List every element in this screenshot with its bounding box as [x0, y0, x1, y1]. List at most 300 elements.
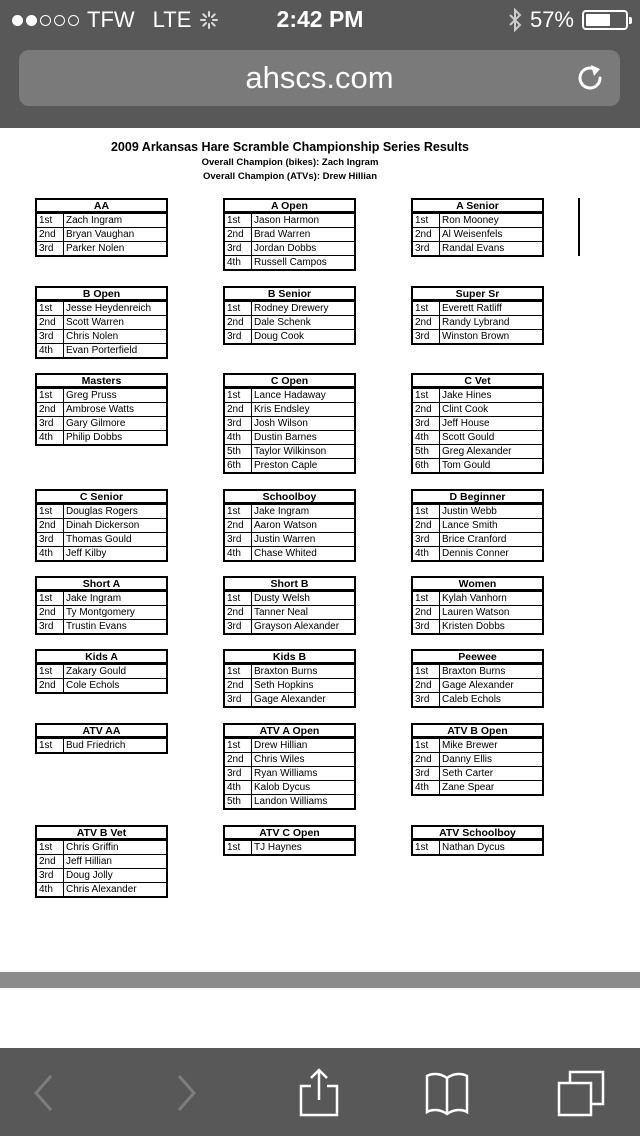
rider-name: Scott Warren	[66, 317, 124, 328]
class-name: Kids B	[225, 651, 354, 664]
result-row	[225, 518, 354, 532]
result-row	[37, 430, 166, 444]
result-row	[413, 227, 542, 241]
result-row	[225, 388, 354, 402]
result-row	[37, 518, 166, 532]
class-table-women	[411, 576, 544, 635]
placement: 2nd	[413, 228, 440, 241]
rider-name: Kalob Dycus	[254, 782, 311, 793]
class-table-aa	[35, 198, 168, 257]
placement: 3rd	[225, 767, 252, 780]
class-name: Schoolboy	[225, 491, 354, 504]
placement: 1st	[37, 841, 64, 854]
result-row	[225, 458, 354, 472]
rider-name: Nathan Dycus	[442, 842, 505, 853]
placement: 4th	[413, 431, 440, 444]
forward-icon[interactable]	[160, 1068, 210, 1118]
placement: 3rd	[37, 242, 64, 255]
result-row	[37, 605, 166, 619]
web-page[interactable]	[0, 128, 640, 973]
class-table-atv-schoolboy	[411, 825, 544, 856]
rider-name: Jordan Dobbs	[254, 243, 317, 254]
placement: 1st	[225, 665, 252, 678]
class-table-peewee	[411, 649, 544, 708]
rider-name: Jason Harmon	[254, 215, 320, 226]
rider-name: Gage Alexander	[442, 680, 514, 691]
rider-name: Chris Nolen	[66, 331, 119, 342]
result-row	[413, 619, 542, 633]
placement: 2nd	[413, 753, 440, 766]
status-bar	[0, 0, 640, 40]
placement: 2nd	[37, 855, 64, 868]
placement: 2nd	[413, 519, 440, 532]
placement: 3rd	[413, 417, 440, 430]
placement: 1st	[413, 389, 440, 402]
overall-champion-bikes: Overall Champion (bikes): Zach Ingram	[201, 157, 379, 168]
bluetooth-icon	[508, 8, 522, 32]
class-name: C Open	[225, 375, 354, 388]
placement: 2nd	[225, 228, 252, 241]
rider-name: Dale Schenk	[254, 317, 311, 328]
result-row	[225, 504, 354, 518]
result-row	[37, 854, 166, 868]
result-row	[37, 840, 166, 854]
result-row	[225, 766, 354, 780]
placement: 1st	[37, 302, 64, 315]
share-icon[interactable]	[294, 1068, 344, 1118]
rider-name: Thomas Gould	[66, 534, 132, 545]
result-row	[225, 738, 354, 752]
placement: 4th	[37, 344, 64, 357]
rider-name: Rodney Drewery	[254, 303, 329, 314]
class-name: Women	[413, 578, 542, 591]
result-row	[37, 213, 166, 227]
placement: 1st	[413, 665, 440, 678]
result-row	[413, 430, 542, 444]
placement: 1st	[225, 214, 252, 227]
result-row	[225, 430, 354, 444]
rider-name: Zach Ingram	[66, 215, 123, 226]
class-name: ATV Schoolboy	[413, 827, 542, 840]
rider-name: Cole Echols	[66, 680, 120, 691]
placement: 4th	[37, 883, 64, 896]
rider-name: Al Weisenfels	[442, 229, 503, 240]
rider-name: Chris Wiles	[254, 754, 305, 765]
rider-name: Ron Mooney	[442, 215, 499, 226]
result-row	[225, 227, 354, 241]
result-row	[37, 619, 166, 633]
rider-name: Douglas Rogers	[66, 506, 138, 517]
result-row	[413, 546, 542, 560]
rider-name: Lauren Watson	[442, 607, 510, 618]
placement: 3rd	[225, 242, 252, 255]
result-row	[225, 546, 354, 560]
result-row	[37, 315, 166, 329]
rider-name: Chris Alexander	[66, 884, 137, 895]
result-row	[413, 532, 542, 546]
class-name: A Open	[225, 200, 354, 213]
placement: 2nd	[413, 316, 440, 329]
rider-name: Jake Ingram	[254, 506, 310, 517]
overall-champion-atvs: Overall Champion (ATVs): Drew Hillian	[202, 171, 378, 182]
class-name: ATV AA	[37, 725, 166, 738]
class-name: ATV B Open	[413, 725, 542, 738]
back-icon[interactable]	[20, 1068, 70, 1118]
rider-name: Brice Cranford	[442, 534, 507, 545]
class-name: A Senior	[413, 200, 542, 213]
result-row	[225, 752, 354, 766]
result-row	[413, 840, 542, 854]
rider-name: Chris Griffin	[66, 842, 119, 853]
result-row	[413, 766, 542, 780]
result-row	[37, 532, 166, 546]
rider-name: Danny Ellis	[442, 754, 493, 765]
placement: 2nd	[37, 519, 64, 532]
page-scrollbar[interactable]	[578, 198, 580, 256]
rider-name: Zane Spear	[442, 782, 495, 793]
result-row	[413, 329, 542, 343]
rider-name: Kristen Dobbs	[442, 621, 505, 632]
rider-name: Justin Webb	[442, 506, 497, 517]
result-row	[413, 678, 542, 692]
placement: 4th	[37, 547, 64, 560]
placement: 1st	[225, 739, 252, 752]
placement: 1st	[37, 665, 64, 678]
result-row	[225, 444, 354, 458]
placement: 3rd	[413, 330, 440, 343]
result-row	[37, 227, 166, 241]
rider-name: Gage Alexander	[254, 694, 326, 705]
result-row	[37, 882, 166, 896]
placement: 3rd	[37, 620, 64, 633]
result-row	[37, 546, 166, 560]
result-row	[413, 752, 542, 766]
rider-name: Tanner Neal	[254, 607, 308, 618]
placement: 3rd	[225, 330, 252, 343]
rider-name: Bryan Vaughan	[66, 229, 135, 240]
status-time: 2:42 PM	[276, 6, 364, 32]
class-name: C Senior	[37, 491, 166, 504]
placement: 6th	[413, 459, 440, 472]
rider-name: Chase Whited	[254, 548, 317, 559]
result-row	[225, 315, 354, 329]
placement: 3rd	[37, 417, 64, 430]
result-row	[37, 301, 166, 315]
placement: 1st	[225, 302, 252, 315]
placement: 4th	[225, 547, 252, 560]
placement: 1st	[413, 505, 440, 518]
placement: 2nd	[413, 606, 440, 619]
placement: 1st	[37, 592, 64, 605]
placement: 3rd	[413, 767, 440, 780]
class-table-schoolboy	[223, 489, 356, 562]
result-row	[225, 301, 354, 315]
rider-name: Jeff Hillian	[66, 856, 112, 867]
browser-chrome	[0, 0, 640, 128]
rider-name: Parker Nolen	[66, 243, 125, 254]
rider-name: Ty Montgomery	[66, 607, 135, 618]
result-row	[225, 255, 354, 269]
rider-name: Aaron Watson	[254, 520, 317, 531]
rider-name: Randy Lybrand	[442, 317, 510, 328]
placement: 2nd	[37, 316, 64, 329]
result-row	[37, 664, 166, 678]
rider-name: Josh Wilson	[254, 418, 308, 429]
class-table-short-b	[223, 576, 356, 635]
result-row	[37, 678, 166, 692]
rider-name: Jesse Heydenreich	[66, 303, 152, 314]
result-row	[225, 692, 354, 706]
placement: 2nd	[225, 753, 252, 766]
class-table-a-open	[223, 198, 356, 271]
reload-icon[interactable]	[574, 62, 606, 94]
class-table-a-senior	[411, 198, 544, 257]
result-row	[37, 738, 166, 752]
rider-name: Justin Warren	[254, 534, 316, 545]
page-end-divider	[0, 972, 640, 988]
class-table-d-beginner	[411, 489, 544, 562]
rider-name: Drew Hillian	[254, 740, 308, 751]
result-row	[413, 458, 542, 472]
placement: 3rd	[225, 693, 252, 706]
result-row	[225, 794, 354, 808]
document-title: 2009 Arkansas Hare Scramble Championship Series Results	[110, 140, 470, 154]
placement: 3rd	[37, 330, 64, 343]
placement: 2nd	[413, 403, 440, 416]
placement: 4th	[225, 256, 252, 269]
placement: 4th	[225, 431, 252, 444]
result-row	[37, 388, 166, 402]
rider-name: Jake Ingram	[66, 593, 122, 604]
url-text: ahscs.com	[245, 60, 394, 95]
class-table-masters	[35, 373, 168, 446]
result-row	[225, 678, 354, 692]
result-row	[37, 402, 166, 416]
result-row	[413, 692, 542, 706]
placement: 3rd	[413, 693, 440, 706]
result-row	[413, 738, 542, 752]
result-row	[413, 402, 542, 416]
rider-name: Landon Williams	[254, 796, 328, 807]
placement: 2nd	[37, 679, 64, 692]
rider-name: Seth Hopkins	[254, 680, 314, 691]
result-row	[413, 780, 542, 794]
rider-name: Kris Endsley	[254, 404, 310, 415]
class-name: D Beginner	[413, 491, 542, 504]
class-name: Short B	[225, 578, 354, 591]
class-table-atv-a-open	[223, 723, 356, 810]
result-row	[225, 591, 354, 605]
placement: 2nd	[225, 679, 252, 692]
network-label: LTE	[152, 7, 192, 32]
placement: 5th	[225, 795, 252, 808]
result-row	[413, 518, 542, 532]
class-table-c-open	[223, 373, 356, 474]
class-name: Kids A	[37, 651, 166, 664]
rider-name: Randal Evans	[442, 243, 505, 254]
class-table-c-senior	[35, 489, 168, 562]
result-row	[413, 301, 542, 315]
placement: 3rd	[413, 620, 440, 633]
class-table-kids-b	[223, 649, 356, 708]
rider-name: Seth Carter	[442, 768, 494, 779]
rider-name: Dennis Conner	[442, 548, 509, 559]
result-row	[413, 591, 542, 605]
result-row	[37, 504, 166, 518]
placement: 1st	[37, 505, 64, 518]
browser-toolbar	[0, 1048, 640, 1136]
result-row	[37, 329, 166, 343]
rider-name: Mike Brewer	[442, 740, 498, 751]
placement: 1st	[225, 841, 252, 854]
result-row	[37, 868, 166, 882]
result-row	[225, 619, 354, 633]
placement: 3rd	[37, 533, 64, 546]
placement: 4th	[225, 781, 252, 794]
class-table-short-a	[35, 576, 168, 635]
rider-name: Bud Friedrich	[66, 740, 126, 751]
class-name: B Senior	[225, 288, 354, 301]
result-row	[225, 241, 354, 255]
result-row	[413, 416, 542, 430]
result-row	[37, 343, 166, 357]
class-table-c-vet	[411, 373, 544, 474]
result-row	[413, 213, 542, 227]
result-row	[413, 241, 542, 255]
placement: 1st	[37, 739, 64, 752]
class-name: Short A	[37, 578, 166, 591]
address-bar[interactable]	[19, 50, 620, 106]
result-row	[225, 840, 354, 854]
class-name: ATV A Open	[225, 725, 354, 738]
class-table-b-open	[35, 286, 168, 359]
rider-name: Lance Smith	[442, 520, 498, 531]
placement: 3rd	[225, 417, 252, 430]
bookmarks-icon[interactable]	[422, 1068, 472, 1118]
class-table-atv-b-open	[411, 723, 544, 796]
rider-name: Dusty Welsh	[254, 593, 310, 604]
class-name: B Open	[37, 288, 166, 301]
result-row	[413, 388, 542, 402]
placement: 6th	[225, 459, 252, 472]
rider-name: Tom Gould	[442, 460, 491, 471]
rider-name: Jake Hines	[442, 390, 492, 401]
rider-name: Winston Brown	[442, 331, 510, 342]
rider-name: Caleb Echols	[442, 694, 501, 705]
class-name: C Vet	[413, 375, 542, 388]
class-name: Super Sr	[413, 288, 542, 301]
placement: 1st	[225, 592, 252, 605]
placement: 1st	[413, 739, 440, 752]
class-name: ATV B Vet	[37, 827, 166, 840]
placement: 1st	[225, 389, 252, 402]
rider-name: Russell Campos	[254, 257, 327, 268]
placement: 2nd	[413, 679, 440, 692]
rider-name: Gary Gilmore	[66, 418, 126, 429]
result-row	[225, 402, 354, 416]
placement: 3rd	[413, 533, 440, 546]
placement: 1st	[37, 389, 64, 402]
placement: 2nd	[37, 403, 64, 416]
rider-name: Kylah Vanhorn	[442, 593, 507, 604]
placement: 2nd	[225, 403, 252, 416]
rider-name: Greg Alexander	[442, 446, 512, 457]
result-row	[37, 591, 166, 605]
result-row	[225, 605, 354, 619]
placement: 1st	[413, 214, 440, 227]
rider-name: Jeff House	[442, 418, 490, 429]
class-table-atv-aa	[35, 723, 168, 754]
rider-name: Jeff Kilby	[66, 548, 107, 559]
rider-name: Preston Caple	[254, 460, 318, 471]
result-row	[413, 504, 542, 518]
placement: 3rd	[225, 533, 252, 546]
result-row	[225, 416, 354, 430]
rider-name: Everett Ratliff	[442, 303, 502, 314]
rider-name: Trustin Evans	[66, 621, 127, 632]
class-name: Masters	[37, 375, 166, 388]
result-row	[413, 315, 542, 329]
placement: 1st	[413, 592, 440, 605]
placement: 1st	[413, 302, 440, 315]
placement: 4th	[413, 547, 440, 560]
rider-name: Grayson Alexander	[254, 621, 340, 632]
rider-name: Brad Warren	[254, 229, 311, 240]
result-row	[225, 329, 354, 343]
class-table-atv-b-vet	[35, 825, 168, 898]
rider-name: Ambrose Watts	[66, 404, 134, 415]
placement: 3rd	[37, 869, 64, 882]
class-name: AA	[37, 200, 166, 213]
result-row	[225, 532, 354, 546]
placement: 5th	[413, 445, 440, 458]
rider-name: Clint Cook	[442, 404, 489, 415]
class-name: Peewee	[413, 651, 542, 664]
battery-percent: 57%	[529, 7, 574, 32]
class-table-b-senior	[223, 286, 356, 345]
rider-name: Braxton Burns	[442, 666, 506, 677]
placement: 2nd	[37, 606, 64, 619]
placement: 1st	[413, 841, 440, 854]
result-row	[37, 416, 166, 430]
class-table-kids-a	[35, 649, 168, 694]
result-row	[37, 241, 166, 255]
result-row	[413, 444, 542, 458]
rider-name: Greg Pruss	[66, 390, 117, 401]
result-row	[413, 605, 542, 619]
rider-name: Doug Cook	[254, 331, 305, 342]
placement: 2nd	[225, 519, 252, 532]
rider-name: Lance Hadaway	[254, 390, 326, 401]
placement: 5th	[225, 445, 252, 458]
rider-name: Dustin Barnes	[254, 432, 317, 443]
result-row	[225, 664, 354, 678]
placement: 2nd	[225, 606, 252, 619]
tabs-icon[interactable]	[556, 1068, 606, 1118]
placement: 4th	[413, 781, 440, 794]
placement: 1st	[225, 505, 252, 518]
rider-name: Taylor Wilkinson	[254, 446, 327, 457]
rider-name: Zakary Gould	[66, 666, 127, 677]
placement: 2nd	[225, 316, 252, 329]
result-row	[413, 664, 542, 678]
rider-name: Dinah Dickerson	[66, 520, 140, 531]
rider-name: TJ Haynes	[254, 842, 302, 853]
rider-name: Braxton Burns	[254, 666, 318, 677]
class-table-super-sr	[411, 286, 544, 345]
rider-name: Scott Gould	[442, 432, 495, 443]
placement: 4th	[37, 431, 64, 444]
